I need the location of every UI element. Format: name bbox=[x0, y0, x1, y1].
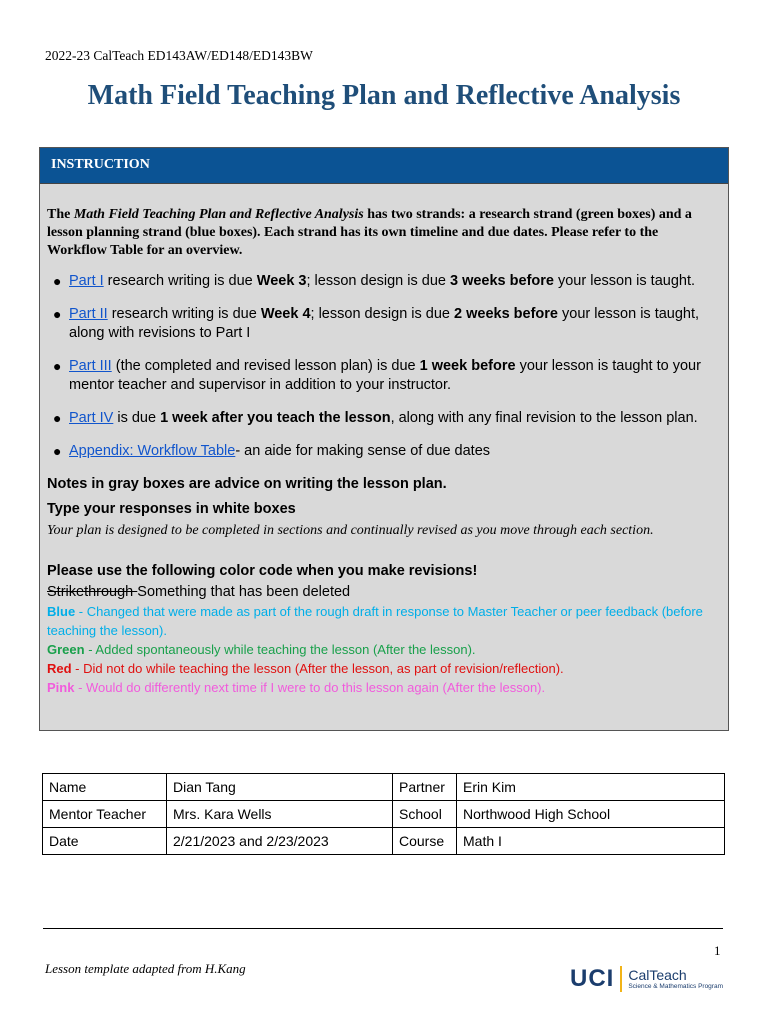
strike-line bbox=[47, 583, 721, 602]
pink-label: Pink bbox=[47, 680, 75, 695]
bullet-icon: ● bbox=[53, 273, 62, 289]
table-cell: Date bbox=[43, 828, 167, 855]
table-row bbox=[43, 801, 725, 828]
list-emphasis: 3 weeks before bbox=[449, 273, 554, 289]
table-cell: Partner bbox=[393, 774, 457, 801]
green-label: Green bbox=[47, 642, 85, 657]
blue-label: Blue bbox=[47, 604, 76, 619]
list-item bbox=[47, 357, 721, 395]
note-gray-boxes: Notes in gray boxes are advice on writing the lesson plan. bbox=[47, 476, 447, 492]
page-title: Math Field Teaching Plan and Reflective Analysis bbox=[87, 80, 681, 111]
list-text: - an aide for making sense of due dates bbox=[235, 443, 491, 459]
list-item bbox=[47, 305, 721, 343]
logo-divider bbox=[620, 966, 622, 992]
list-emphasis: Week 4 bbox=[260, 306, 311, 322]
list-text: research writing is due bbox=[103, 273, 257, 289]
table-row bbox=[43, 828, 725, 855]
strike-desc: Something that has been deleted bbox=[137, 584, 351, 600]
table-cell: Math I bbox=[457, 828, 725, 855]
list-item bbox=[47, 409, 721, 428]
note-italic: Your plan is designed to be completed in sections and continually revised as you move through each section. bbox=[47, 523, 654, 538]
parts-list bbox=[47, 272, 721, 461]
blue-desc: - Changed that were made as part of the rough draft in response to Master Teacher or peer feedback (before teaching the lesson). bbox=[47, 604, 703, 638]
color-code-title: Please use the following color code when you make revisions! bbox=[47, 563, 478, 579]
table-cell: Mrs. Kara Wells bbox=[167, 801, 393, 828]
table-cell: Course bbox=[393, 828, 457, 855]
bullet-icon: ● bbox=[53, 306, 62, 322]
part-1-link[interactable]: Part I bbox=[69, 273, 104, 289]
instruction-panel bbox=[39, 147, 729, 731]
list-emphasis: 1 week before bbox=[419, 358, 516, 374]
green-code-line bbox=[47, 640, 721, 659]
table-cell: Erin Kim bbox=[457, 774, 725, 801]
list-text: ; lesson design is due bbox=[310, 306, 455, 322]
logo-text bbox=[628, 968, 723, 991]
list-text: your lesson is taught. bbox=[553, 273, 696, 289]
table-cell: Name bbox=[43, 774, 167, 801]
instruction-intro bbox=[47, 206, 721, 260]
part-3-link[interactable]: Part III bbox=[69, 358, 112, 374]
footer-note: Lesson template adapted from H.Kang bbox=[45, 961, 246, 976]
table-row bbox=[43, 774, 725, 801]
logo-uci: UCI bbox=[570, 965, 615, 992]
logo-calteach: CalTeach bbox=[628, 966, 687, 983]
list-item bbox=[47, 442, 721, 461]
note-white-boxes: Type your responses in white boxes bbox=[47, 501, 296, 517]
bullet-icon: ● bbox=[53, 443, 62, 459]
part-4-link[interactable]: Part IV bbox=[69, 410, 114, 426]
list-emphasis: 2 weeks before bbox=[454, 306, 558, 322]
instruction-heading: INSTRUCTION bbox=[40, 148, 728, 184]
list-text: ; lesson design is due bbox=[306, 273, 450, 289]
blue-code-line bbox=[47, 602, 721, 640]
red-desc: - Did not do while teaching the lesson (After the lesson, as part of revision/reflection). bbox=[71, 661, 564, 676]
part-2-link[interactable]: Part II bbox=[69, 306, 108, 322]
lesson-info-table bbox=[42, 773, 725, 855]
table-cell: 2/21/2023 and 2/23/2023 bbox=[167, 828, 393, 855]
red-code-line bbox=[47, 659, 721, 678]
list-text: is due bbox=[113, 410, 161, 426]
bullet-icon: ● bbox=[53, 358, 62, 374]
list-item bbox=[47, 272, 721, 291]
list-emphasis: 1 week after you teach the lesson bbox=[160, 410, 391, 426]
calteach-logo bbox=[570, 965, 723, 993]
pink-code-line bbox=[47, 678, 721, 697]
list-text: , along with any final revision to the lesson plan. bbox=[390, 410, 698, 426]
table-cell: Dian Tang bbox=[167, 774, 393, 801]
strike-sample: Strikethrough bbox=[47, 584, 138, 600]
pink-desc: - Would do differently next time if I were to do this lesson again (After the lesson). bbox=[74, 680, 546, 695]
bullet-icon: ● bbox=[53, 410, 62, 426]
table-cell: Northwood High School bbox=[457, 801, 725, 828]
green-desc: - Added spontaneously while teaching the lesson (After the lesson). bbox=[84, 642, 476, 657]
footer-divider bbox=[43, 928, 723, 929]
intro-italic: Math Field Teaching Plan and Reflective Analysis bbox=[73, 207, 364, 222]
page-number: 1 bbox=[714, 943, 721, 958]
intro-rest: has two strands: a research strand (green boxes) and a lesson planning strand (blue boxes). Each strand has its own timeline and due dates. Please refer to the Workflow Table for an overview. bbox=[47, 207, 692, 258]
red-label: Red bbox=[47, 661, 72, 676]
list-text: your lesson is taught, along with revisions to Part I bbox=[69, 306, 700, 341]
table-cell: School bbox=[393, 801, 457, 828]
list-text: (the completed and revised lesson plan) is due bbox=[111, 358, 420, 374]
intro-prefix: The bbox=[47, 207, 74, 222]
list-text: your lesson is taught to your mentor teacher and supervisor in addition to your instructor. bbox=[69, 358, 701, 393]
list-text: research writing is due bbox=[107, 306, 261, 322]
appendix-link[interactable]: Appendix: Workflow Table bbox=[69, 443, 236, 459]
course-code: 2022-23 CalTeach ED143AW/ED148/ED143BW bbox=[45, 48, 313, 63]
logo-subtitle: Science & Mathematics Program bbox=[628, 982, 723, 990]
table-cell: Mentor Teacher bbox=[43, 801, 167, 828]
list-emphasis: Week 3 bbox=[256, 273, 307, 289]
